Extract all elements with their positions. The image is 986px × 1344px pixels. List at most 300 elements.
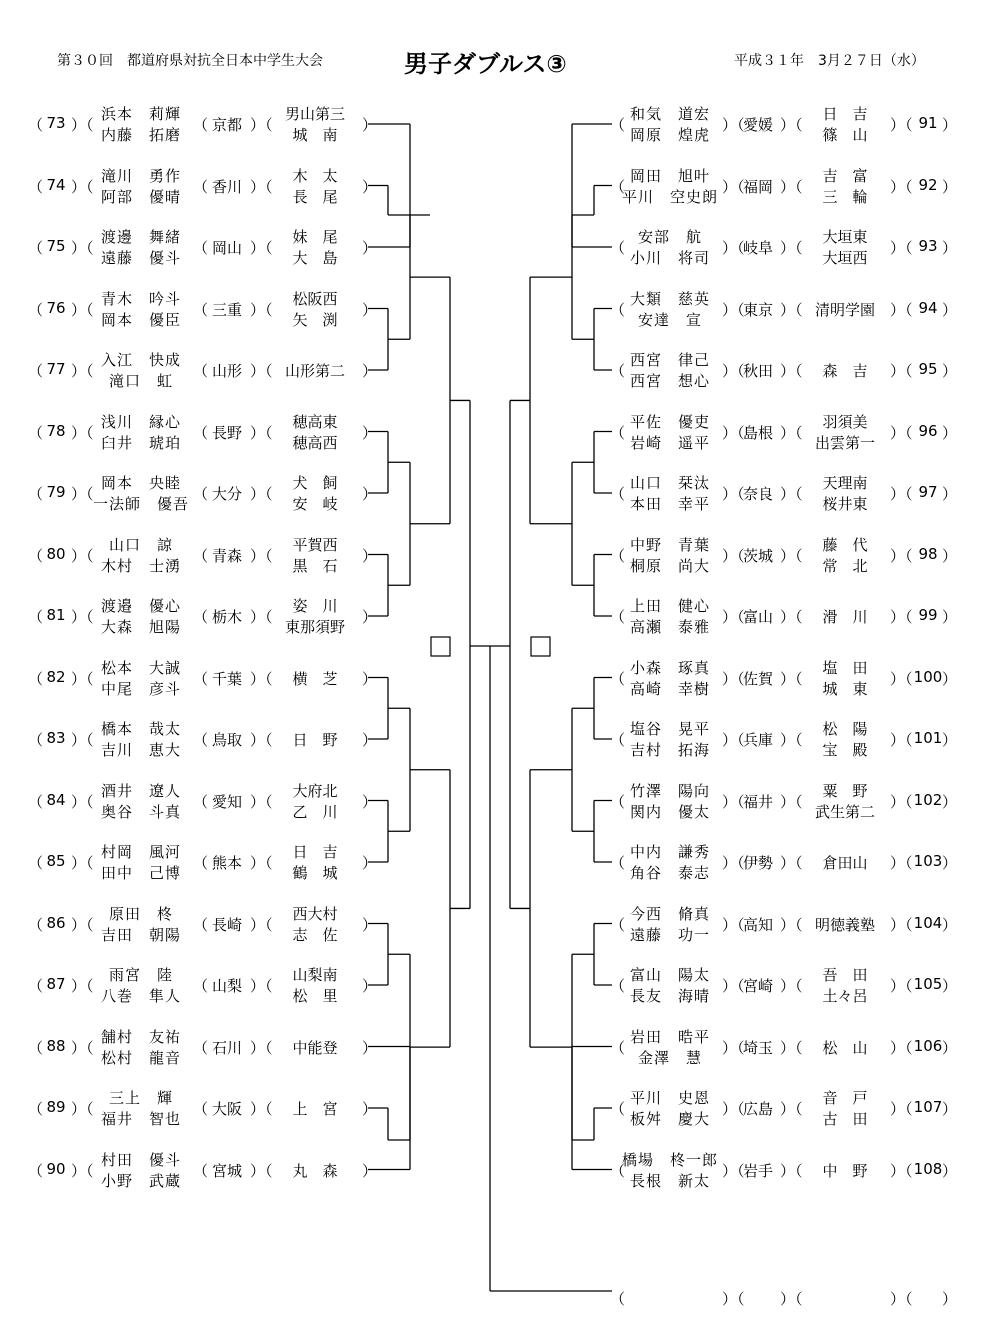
paren: （ bbox=[610, 239, 626, 257]
paren: ）（ bbox=[71, 1100, 94, 1118]
paren: ） bbox=[362, 1161, 378, 1180]
paren: （ bbox=[193, 854, 209, 872]
paren: （ bbox=[610, 1100, 626, 1118]
school-1: 日 野 bbox=[292, 731, 338, 749]
paren: （ bbox=[610, 792, 626, 811]
paren: ）（ bbox=[890, 854, 913, 872]
school-1: 横 芝 bbox=[292, 669, 338, 688]
paren: （ bbox=[193, 669, 209, 688]
right-entry-107 bbox=[0, 1085, 986, 1131]
paren: ）（ bbox=[780, 423, 803, 442]
school-1: 吉 富 bbox=[822, 166, 868, 185]
paren: （ bbox=[610, 1290, 626, 1308]
paren: （ bbox=[610, 608, 626, 626]
paren: ） bbox=[362, 792, 378, 811]
paren: （ bbox=[610, 1038, 626, 1057]
paren: ） bbox=[942, 608, 958, 626]
paren: ）（ bbox=[780, 485, 803, 503]
paren: （ bbox=[28, 669, 44, 688]
right-entry-102 bbox=[0, 778, 986, 824]
prefecture: 長崎 bbox=[211, 915, 242, 934]
paren: ）（ bbox=[250, 854, 273, 872]
paren: （ bbox=[610, 915, 626, 934]
school-1: 男山第三 bbox=[284, 105, 345, 123]
paren: ）（ bbox=[890, 177, 913, 196]
paren: ）（ bbox=[71, 546, 94, 565]
paren: （ bbox=[28, 608, 44, 626]
school-2: 大垣西 bbox=[822, 249, 868, 267]
prefecture: 山形 bbox=[211, 362, 242, 380]
paren: ） bbox=[942, 239, 958, 257]
player-name-2: 岩崎 遥平 bbox=[629, 433, 710, 452]
paren: ）（ bbox=[71, 362, 94, 380]
school-1: 羽須美 bbox=[822, 412, 868, 431]
paren: （ bbox=[193, 423, 209, 442]
paren: ） bbox=[942, 362, 958, 380]
paren: ） bbox=[362, 177, 378, 196]
school-2: 三 輪 bbox=[822, 187, 868, 206]
paren: ）（ bbox=[71, 177, 94, 196]
prefecture: 青森 bbox=[211, 546, 242, 565]
paren: ）（ bbox=[780, 1290, 803, 1308]
entry-number: 74 bbox=[46, 175, 66, 194]
right-entry-106 bbox=[0, 1024, 986, 1070]
entry-number: 107 bbox=[913, 1098, 943, 1116]
prefecture: 佐賀 bbox=[742, 669, 773, 688]
paren: ）（ bbox=[71, 915, 94, 934]
paren: ）（ bbox=[250, 423, 273, 442]
paren: ）（ bbox=[722, 423, 745, 442]
paren: ） bbox=[362, 731, 378, 749]
right-entry-91 bbox=[0, 101, 986, 147]
paren: ） bbox=[942, 854, 958, 872]
entry-number: 79 bbox=[46, 483, 66, 501]
paren: ） bbox=[942, 915, 958, 934]
paren: （ bbox=[610, 731, 626, 749]
paren: （ bbox=[610, 362, 626, 380]
paren: ） bbox=[362, 423, 378, 442]
paren: ） bbox=[362, 239, 378, 257]
player-name-2: 高崎 幸樹 bbox=[629, 679, 710, 698]
paren: ）（ bbox=[71, 239, 94, 257]
entry-number: 96 bbox=[918, 421, 938, 440]
paren: ）（ bbox=[722, 1161, 745, 1180]
player-name-1: 浜本 莉輝 bbox=[100, 105, 181, 123]
entry-number: 81 bbox=[46, 606, 66, 624]
player-name-1: 渡邊 舞緒 bbox=[100, 228, 181, 246]
entry-number: 73 bbox=[46, 114, 66, 132]
entry-number: 91 bbox=[918, 114, 938, 132]
prefecture: 三重 bbox=[211, 300, 242, 319]
paren: ）（ bbox=[250, 485, 273, 503]
paren: ）（ bbox=[780, 608, 803, 626]
player-name-2: 阿部 優晴 bbox=[100, 187, 181, 206]
player-name-2: 吉川 恵大 bbox=[100, 741, 181, 759]
player-name-2: 岡原 煌虎 bbox=[629, 126, 710, 144]
paren: ） bbox=[362, 1038, 378, 1057]
paren: （ bbox=[193, 300, 209, 319]
paren: ）（ bbox=[890, 915, 913, 934]
player-name-1: 平川 史恩 bbox=[629, 1089, 710, 1107]
paren: （ bbox=[193, 792, 209, 811]
paren: ） bbox=[942, 792, 958, 811]
paren: （ bbox=[193, 485, 209, 503]
score-box-right bbox=[531, 637, 550, 656]
paren: ） bbox=[362, 608, 378, 626]
entry-number: 92 bbox=[918, 175, 938, 194]
player-name-2: 吉田 朝陽 bbox=[100, 925, 181, 944]
paren: （ bbox=[28, 116, 44, 134]
paren: （ bbox=[193, 1100, 209, 1118]
paren: ）（ bbox=[780, 792, 803, 811]
paren: （ bbox=[193, 977, 209, 995]
entry-number: 88 bbox=[46, 1036, 66, 1055]
player-name-1: 渡邉 優心 bbox=[100, 597, 181, 615]
player-name-1: 上田 健心 bbox=[629, 597, 710, 615]
player-name-2: 長根 新太 bbox=[629, 1171, 710, 1190]
prefecture: 山梨 bbox=[211, 977, 242, 995]
player-name-1: 入江 快成 bbox=[100, 351, 181, 369]
player-name-2: 八巻 隼人 bbox=[100, 987, 181, 1005]
paren: ）（ bbox=[250, 1038, 273, 1057]
entry-number: 76 bbox=[46, 298, 66, 317]
prefecture: 福岡 bbox=[742, 177, 773, 196]
paren: ）（ bbox=[722, 300, 745, 319]
paren: ）（ bbox=[71, 731, 94, 749]
school-2: 長 尾 bbox=[292, 187, 338, 206]
paren: （ bbox=[610, 1161, 626, 1180]
player-name-1: 橋場 柊一郎 bbox=[621, 1150, 718, 1169]
prefecture: 京都 bbox=[211, 116, 242, 134]
paren: （ bbox=[28, 239, 44, 257]
prefecture: 高知 bbox=[742, 915, 773, 934]
paren: ）（ bbox=[71, 792, 94, 811]
school-2: 城 南 bbox=[292, 126, 338, 144]
school-1: 山形第二 bbox=[284, 362, 345, 380]
paren: ） bbox=[362, 1100, 378, 1118]
paren: ）（ bbox=[780, 854, 803, 872]
prefecture: 栃木 bbox=[211, 608, 242, 626]
paren: ）（ bbox=[250, 608, 273, 626]
player-name-2: 内藤 拓磨 bbox=[100, 126, 181, 144]
paren: ）（ bbox=[890, 423, 913, 442]
prefecture: 奈良 bbox=[742, 485, 773, 503]
entry-number: 75 bbox=[46, 237, 66, 255]
prefecture: 鳥取 bbox=[211, 731, 242, 749]
school-2: 桜井東 bbox=[822, 495, 868, 513]
player-name-1: 中内 謙秀 bbox=[629, 843, 710, 861]
paren: ） bbox=[362, 300, 378, 319]
paren: ）（ bbox=[71, 300, 94, 319]
paren: ）（ bbox=[780, 362, 803, 380]
paren: ）（ bbox=[890, 1161, 913, 1180]
paren: ）（ bbox=[71, 608, 94, 626]
paren: ）（ bbox=[722, 362, 745, 380]
paren: ）（ bbox=[722, 792, 745, 811]
paren: ）（ bbox=[722, 669, 745, 688]
school-1: 塩 田 bbox=[822, 658, 868, 677]
paren: ）（ bbox=[71, 1038, 94, 1057]
paren: ）（ bbox=[250, 1100, 273, 1118]
paren: ）（ bbox=[250, 177, 273, 196]
entry-number: 100 bbox=[913, 667, 943, 686]
paren: ） bbox=[942, 1038, 958, 1057]
entry-number: 82 bbox=[46, 667, 66, 686]
paren: （ bbox=[28, 300, 44, 319]
right-entry-95 bbox=[0, 347, 986, 393]
paren: ）（ bbox=[250, 362, 273, 380]
paren: ）（ bbox=[890, 1100, 913, 1118]
paren: （ bbox=[28, 1038, 44, 1057]
paren: ）（ bbox=[71, 116, 94, 134]
player-name-1: 原田 柊 bbox=[108, 904, 173, 923]
paren: ） bbox=[942, 669, 958, 688]
paren: ）（ bbox=[780, 1038, 803, 1057]
right-entry-94 bbox=[0, 286, 986, 332]
event-date: 平成３１年 3月２７日（水） bbox=[734, 53, 925, 69]
player-name-2: 福井 智也 bbox=[100, 1110, 181, 1128]
paren: ）（ bbox=[780, 177, 803, 196]
paren: ）（ bbox=[250, 1161, 273, 1180]
prefecture: 伊勢 bbox=[742, 854, 773, 872]
player-name-1: 西宮 律己 bbox=[629, 351, 710, 369]
prefecture: 愛媛 bbox=[742, 116, 773, 134]
paren: ） bbox=[362, 915, 378, 934]
right-entry-105 bbox=[0, 962, 986, 1008]
school-1: 中能登 bbox=[292, 1038, 338, 1057]
paren: ）（ bbox=[890, 300, 913, 319]
player-name-2: 西宮 想心 bbox=[629, 372, 710, 390]
prefecture: 福井 bbox=[742, 792, 773, 811]
entry-number: 83 bbox=[46, 729, 66, 747]
paren: ） bbox=[362, 362, 378, 380]
school-1: 山梨南 bbox=[292, 966, 338, 984]
paren: ）（ bbox=[780, 1100, 803, 1118]
entry-number: 78 bbox=[46, 421, 66, 440]
paren: ） bbox=[362, 116, 378, 134]
school-2: 大 島 bbox=[292, 249, 338, 267]
player-name-1: 村田 優斗 bbox=[100, 1150, 181, 1169]
entry-number: 105 bbox=[913, 975, 943, 993]
paren: ）（ bbox=[890, 669, 913, 688]
right-entry-108 bbox=[0, 1147, 986, 1193]
paren: ）（ bbox=[890, 1290, 913, 1308]
entry-number: 99 bbox=[918, 606, 938, 624]
player-name-2: 田中 己博 bbox=[100, 864, 181, 882]
paren: ） bbox=[942, 485, 958, 503]
school-1: 穂高東 bbox=[292, 412, 338, 431]
paren: （ bbox=[28, 915, 44, 934]
player-name-1: 橋本 哉太 bbox=[100, 720, 181, 738]
score-box-left bbox=[431, 637, 450, 656]
player-name-1: 浅川 縁心 bbox=[100, 412, 181, 431]
player-name-1: 小森 琢真 bbox=[629, 658, 710, 677]
prefecture: 東京 bbox=[742, 300, 773, 319]
prefecture: 兵庫 bbox=[742, 731, 773, 749]
paren: ）（ bbox=[250, 792, 273, 811]
paren: ） bbox=[362, 669, 378, 688]
player-name-1: 大類 慈英 bbox=[629, 289, 710, 308]
paren: （ bbox=[28, 854, 44, 872]
player-name-2: 松村 龍音 bbox=[100, 1048, 181, 1067]
paren: ）（ bbox=[890, 362, 913, 380]
paren: ） bbox=[942, 977, 958, 995]
paren: ） bbox=[942, 177, 958, 196]
prefecture: 埼玉 bbox=[742, 1038, 773, 1057]
paren: （ bbox=[610, 423, 626, 442]
prefecture: 香川 bbox=[211, 177, 242, 196]
school-2: 乙 川 bbox=[292, 802, 338, 821]
event-name: 第３０回 都道府県対抗全日本中学生大会 bbox=[57, 53, 323, 69]
paren: ）（ bbox=[722, 116, 745, 134]
prefecture: 宮崎 bbox=[742, 977, 773, 995]
paren: （ bbox=[193, 177, 209, 196]
school-2: 松 里 bbox=[292, 987, 338, 1005]
paren: （ bbox=[28, 731, 44, 749]
paren: ）（ bbox=[890, 546, 913, 565]
paren: ）（ bbox=[722, 177, 745, 196]
paren: （ bbox=[610, 854, 626, 872]
entry-number: 94 bbox=[918, 298, 938, 317]
school-2: 黒 石 bbox=[292, 556, 338, 575]
paren: ） bbox=[362, 485, 378, 503]
paren: （ bbox=[193, 915, 209, 934]
paren: ）（ bbox=[250, 669, 273, 688]
paren: ）（ bbox=[722, 1290, 745, 1308]
paren: ）（ bbox=[722, 485, 745, 503]
paren: ）（ bbox=[780, 546, 803, 565]
entry-number: 102 bbox=[913, 790, 943, 809]
paren: ）（ bbox=[722, 915, 745, 934]
entry-number: 84 bbox=[46, 790, 66, 809]
paren: （ bbox=[610, 669, 626, 688]
school-2: 武生第二 bbox=[814, 802, 875, 821]
entry-number: 77 bbox=[46, 360, 66, 378]
paren: ） bbox=[362, 546, 378, 565]
paren: ）（ bbox=[780, 239, 803, 257]
paren: （ bbox=[28, 977, 44, 995]
paren: （ bbox=[28, 1100, 44, 1118]
entry-number: 97 bbox=[918, 483, 938, 501]
player-name-1: 山口 諒 bbox=[108, 535, 173, 554]
paren: ）（ bbox=[71, 485, 94, 503]
paren: ）（ bbox=[722, 239, 745, 257]
paren: （ bbox=[193, 239, 209, 257]
player-name-2: 岡本 優臣 bbox=[100, 310, 181, 329]
player-name-1: 岡田 旭叶 bbox=[629, 166, 710, 185]
paren: ）（ bbox=[250, 546, 273, 565]
paren: （ bbox=[193, 1038, 209, 1057]
entry-number: 106 bbox=[913, 1036, 943, 1055]
paren: ）（ bbox=[780, 669, 803, 688]
school-2: 宝 殿 bbox=[822, 741, 868, 759]
paren: ） bbox=[942, 731, 958, 749]
school-1: 天理南 bbox=[822, 474, 868, 492]
paren: ） bbox=[942, 116, 958, 134]
paren: ）（ bbox=[780, 300, 803, 319]
right-entry-92 bbox=[0, 163, 986, 209]
player-name-2: 遠藤 優斗 bbox=[100, 249, 181, 267]
player-name-2: 中尾 彦斗 bbox=[100, 679, 181, 698]
paren: ）（ bbox=[890, 731, 913, 749]
paren: ） bbox=[942, 1100, 958, 1118]
prefecture: 熊本 bbox=[211, 854, 242, 872]
paren: ）（ bbox=[722, 1100, 745, 1118]
player-name-2: 遠藤 功一 bbox=[629, 925, 710, 944]
player-name-2: 臼井 琥珀 bbox=[100, 433, 181, 452]
page-title: 男子ダブルス③ bbox=[404, 50, 567, 78]
entry-number: 86 bbox=[46, 913, 66, 932]
right-entry-93 bbox=[0, 224, 986, 270]
school-1: 明徳義塾 bbox=[814, 915, 875, 934]
prefecture: 宮城 bbox=[211, 1161, 242, 1180]
player-name-2: 高瀬 泰雅 bbox=[629, 618, 710, 636]
paren: ）（ bbox=[780, 116, 803, 134]
paren: ）（ bbox=[780, 731, 803, 749]
player-name-1: 塩谷 晃平 bbox=[629, 720, 710, 738]
school-2: 穂高西 bbox=[292, 433, 338, 452]
paren: （ bbox=[193, 116, 209, 134]
school-1: 松阪西 bbox=[292, 289, 338, 308]
paren: ）（ bbox=[71, 669, 94, 688]
paren: ）（ bbox=[71, 1161, 94, 1180]
right-entry-96 bbox=[0, 409, 986, 455]
paren: ） bbox=[362, 977, 378, 995]
player-name-2: 小川 将司 bbox=[629, 249, 710, 267]
school-1: 上 宮 bbox=[292, 1100, 338, 1118]
player-name-1: 村岡 風河 bbox=[100, 843, 181, 861]
player-name-2: 角谷 泰志 bbox=[629, 864, 710, 882]
paren: ） bbox=[942, 1290, 958, 1308]
player-name-1: 酒井 遼人 bbox=[100, 781, 181, 800]
school-2: 城 東 bbox=[822, 679, 868, 698]
school-2: 出雲第一 bbox=[814, 433, 875, 452]
paren: ） bbox=[942, 423, 958, 442]
paren: （ bbox=[610, 485, 626, 503]
entry-number: 80 bbox=[46, 544, 66, 563]
school-1: 丸 森 bbox=[292, 1161, 338, 1180]
paren: ）（ bbox=[250, 239, 273, 257]
paren: （ bbox=[193, 362, 209, 380]
player-name-1: 三上 輝 bbox=[108, 1089, 173, 1107]
paren: ）（ bbox=[722, 1038, 745, 1057]
entry-number: 85 bbox=[46, 852, 66, 870]
player-name-2: 木村 士湧 bbox=[100, 556, 181, 575]
paren: ）（ bbox=[890, 792, 913, 811]
school-1: 清明学園 bbox=[814, 300, 875, 319]
school-1: 大府北 bbox=[292, 781, 338, 800]
paren: ）（ bbox=[722, 854, 745, 872]
player-name-1: 竹澤 陽向 bbox=[629, 781, 710, 800]
paren: ）（ bbox=[722, 731, 745, 749]
right-entry-99 bbox=[0, 593, 986, 639]
entry-number: 108 bbox=[913, 1159, 943, 1178]
player-name-1: 松本 大誠 bbox=[100, 658, 181, 677]
school-1: 滑 川 bbox=[822, 608, 868, 626]
school-1: 藤 代 bbox=[822, 535, 868, 554]
prefecture: 岡山 bbox=[211, 239, 242, 257]
school-1: 日 吉 bbox=[292, 843, 338, 861]
entry-number: 101 bbox=[913, 729, 943, 747]
school-2: 安 岐 bbox=[292, 495, 338, 513]
school-2: 志 佐 bbox=[292, 925, 338, 944]
prefecture: 富山 bbox=[742, 608, 773, 626]
school-2: 東那須野 bbox=[284, 618, 345, 636]
school-2: 土々呂 bbox=[822, 987, 868, 1005]
player-name-2: 桐原 尚大 bbox=[629, 556, 710, 575]
player-name-2: 板舛 慶大 bbox=[629, 1110, 710, 1128]
paren: ）（ bbox=[890, 977, 913, 995]
